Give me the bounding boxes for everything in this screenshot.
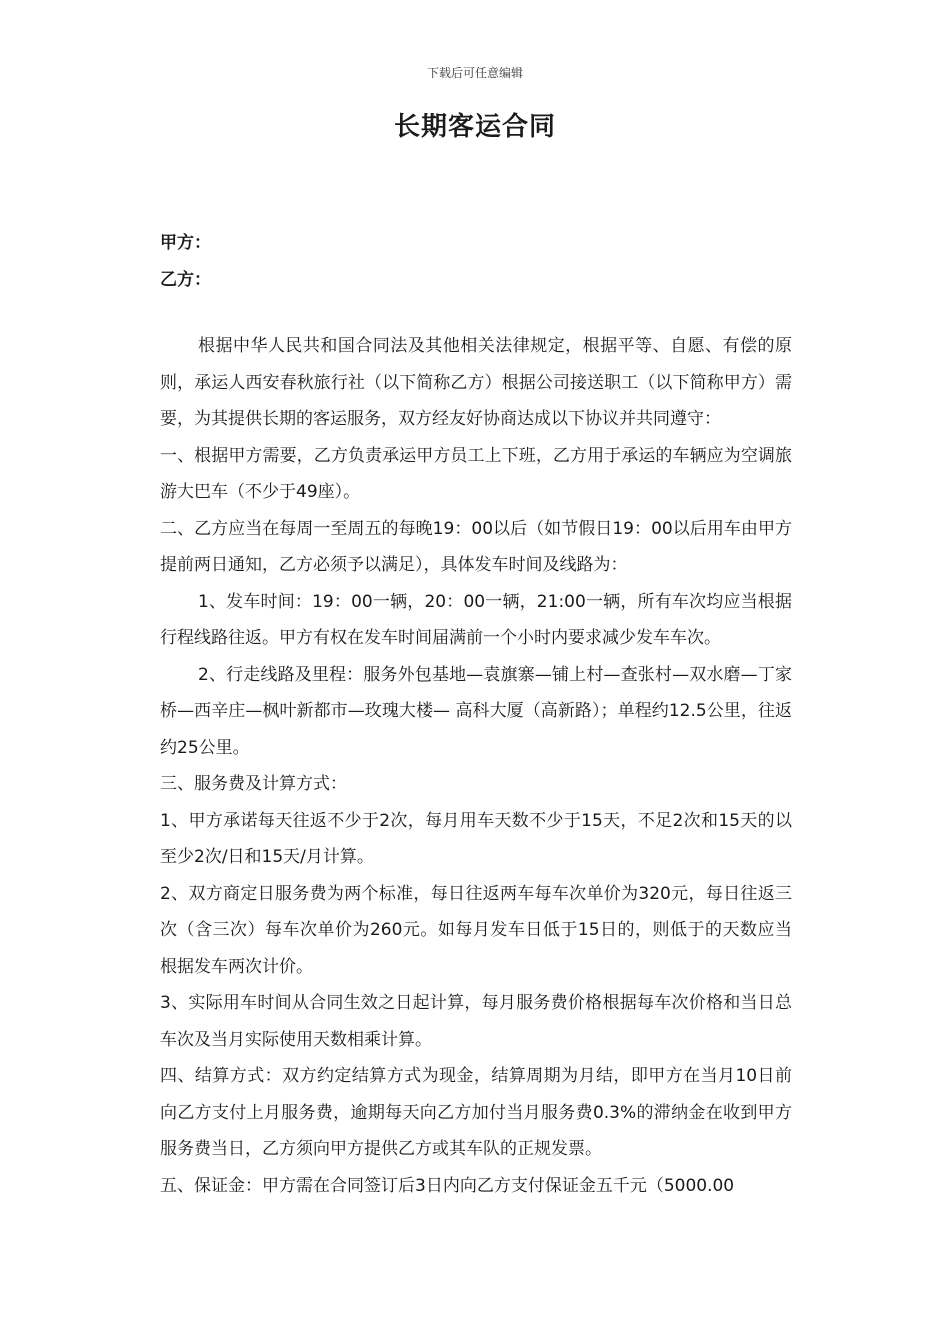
document-title: 长期客运合同 bbox=[393, 112, 556, 142]
party-b-label: 乙方： bbox=[160, 270, 211, 290]
clause-3-item-2: 2、双方商定日服务费为两个标准，每日往返两车每车次单价为320元，每日往返三次（含三次）每车次单价为260元。如每月发车日低于15日的，则低于的天数应当根据发车两次计价。 bbox=[160, 883, 792, 977]
header-note: 下载后可任意编辑 bbox=[426, 66, 523, 80]
clause-3-item-1: 1、甲方承诺每天往返不少于2次，每月用车天数不少于15天，不足2次和15天的以至少2次/日和15天/月计算。 bbox=[160, 810, 792, 867]
party-a-label: 甲方： bbox=[160, 233, 211, 253]
clause-5: 五、保证金：甲方需在合同签订后3日内向乙方支付保证金五千元（5000.00 bbox=[160, 1175, 735, 1196]
preamble-paragraph: 根据中华人民共和国合同法及其他相关法律规定，根据平等、自愿、有偿的原则，承运人西安春秋旅行社（以下简称乙方）根据公司接送职工（以下简称甲方）需要，为其提供长期的客运服务，双方经友好协商达成以下协议并共同遵守： bbox=[160, 336, 792, 429]
contract-body bbox=[160, 328, 792, 1204]
clause-2-item-2: 2、行走线路及里程：服务外包基地—袁旗寨—铺上村—查张村—双水磨—丁家桥—西辛庄—枫叶新都市—玫瑰大楼— 高科大厦（高新路）；单程约12.5公里，往返约25公里。 bbox=[160, 664, 792, 758]
clause-3: 三、服务费及计算方式： bbox=[160, 774, 347, 794]
clause-2: 二、乙方应当在每周一至周五的每晚19：00以后（如节假日19：00以后用车由甲方提前两日通知，乙方必须予以满足），具体发车时间及线路为： bbox=[160, 518, 792, 575]
clause-1: 一、根据甲方需要，乙方负责承运甲方员工上下班，乙方用于承运的车辆应为空调旅游大巴车（不少于49座）。 bbox=[160, 445, 792, 502]
clause-2-item-1: 1、发车时间：19：00一辆，20：00一辆，21:00一辆，所有车次均应当根据行程线路往返。甲方有权在发车时间届满前一个小时内要求减少发车车次。 bbox=[160, 591, 792, 648]
clause-4: 四、结算方式：双方约定结算方式为现金，结算周期为月结，即甲方在当月10日前向乙方支付上月服务费，逾期每天向乙方加付当月服务费0.3%的滞纳金在收到甲方服务费当日，乙方须向甲方提供乙方或其车队的正规发票。 bbox=[160, 1066, 792, 1159]
clause-3-item-3: 3、实际用车时间从合同生效之日起计算，每月服务费价格根据每车次价格和当日总车次及当月实际使用天数相乘计算。 bbox=[160, 993, 792, 1050]
